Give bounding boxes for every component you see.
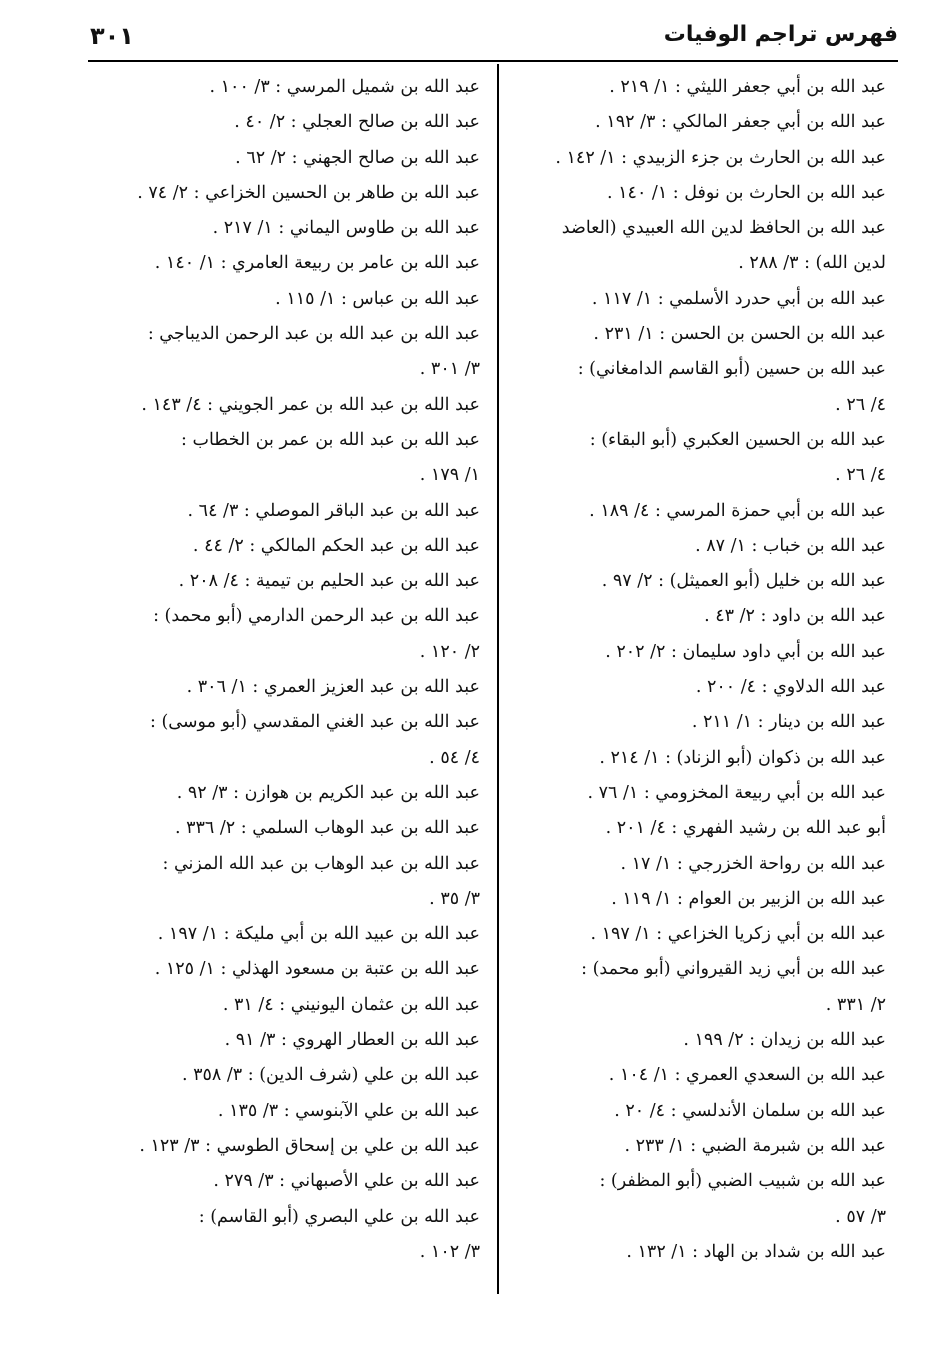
- index-entry: عبد الله بن طاوس اليماني : ١/ ٢١٧ .: [212, 218, 480, 239]
- index-entry: أبو عبد الله بن رشيد الفهري : ٤/ ٢٠١ .: [605, 818, 886, 839]
- index-entry: ٢/ ٣٣١ .: [825, 994, 886, 1015]
- index-entry: ٤/ ٥٤ .: [429, 747, 480, 768]
- index-entry: ٣/ ٣٠١ .: [419, 359, 480, 380]
- index-entry: عبد الله بن داود : ٢/ ٤٣ .: [704, 606, 886, 627]
- index-entry: عبد الله بن زيدان : ٢/ ١٩٩ .: [683, 1030, 886, 1051]
- index-entry: عبد الله بن عبد الحكم المالكي : ٢/ ٤٤ .: [192, 535, 480, 556]
- index-entry: عبد الله بن أبي داود سليمان : ٢/ ٢٠٢ .: [605, 641, 886, 662]
- index-entry: عبد الله بن خليل (أبو العميثل) : ٢/ ٩٧ .: [601, 571, 886, 592]
- index-entry: عبد الله بن عبد الغني المقدسي (أبو موسى) :: [150, 712, 480, 733]
- index-entry: عبد الله بن أبي زكريا الخزاعي : ١/ ١٩٧ .: [590, 924, 886, 945]
- index-entry: عبد الله بن الحسين العكبري (أبو البقاء) :: [589, 429, 886, 450]
- index-entry: عبد الله بن عبد الله بن عمر الجويني : ٤/ ١٤٣ .: [141, 394, 480, 415]
- index-entry: عبد الله بن عثمان اليونيني : ٤/ ٣١ .: [222, 994, 480, 1015]
- index-entry: عبد الله بن علي الأصبهاني : ٣/ ٢٧٩ .: [213, 1171, 480, 1192]
- index-entry: عبد الله بن أبي حمزة المرسي : ٤/ ١٨٩ .: [589, 500, 886, 521]
- index-entry: ١/ ١٧٩ .: [419, 465, 480, 486]
- index-entry: عبد الله بن صالح الجهني : ٢/ ٦٢ .: [235, 147, 480, 168]
- index-entry: عبد الله بن شبيب الضبي (أبو المظفر) :: [599, 1171, 886, 1192]
- index-entry: ٤/ ٢٦ .: [835, 394, 886, 415]
- index-entry: عبد الله بن علي بن إسحاق الطوسي : ٣/ ١٢٣ .: [139, 1135, 480, 1156]
- index-entry: عبد الله بن سلمان الأندلسي : ٤/ ٢٠ .: [614, 1100, 886, 1121]
- index-entry: عبد الله بن عبد الباقر الموصلي : ٣/ ٦٤ .: [187, 500, 480, 521]
- index-entry: عبد الله بن أبي ربيعة المخزومي : ١/ ٧٦ .: [587, 782, 886, 803]
- index-entry: عبد الله بن عبد الرحمن الدارمي (أبو محمد) :: [153, 606, 480, 627]
- index-entry: عبد الله بن الحارث بن جزء الزبيدي : ١/ ١٤٢ .: [555, 147, 886, 168]
- index-entry: ٤/ ٢٦ .: [835, 465, 886, 486]
- index-entry: عبد الله بن شداد بن الهاد : ١/ ١٣٢ .: [626, 1241, 886, 1262]
- index-entry: عبد الله بن عبيد الله بن أبي مليكة : ١/ ١٩٧ .: [157, 924, 480, 945]
- index-entry: عبد الله بن رواحة الخزرجي : ١/ ١٧ .: [620, 853, 886, 874]
- index-entry: عبد الله بن أبي زيد القيرواني (أبو محمد) :: [581, 959, 886, 980]
- left-column: [120, 70, 480, 1270]
- index-entry: عبد الله بن عتبة بن مسعود الهذلي : ١/ ١٢٥ .: [154, 959, 480, 980]
- index-entry: عبد الله بن عبد الوهاب السلمي : ٢/ ٣٣٦ .: [174, 818, 480, 839]
- index-entry: ٣/ ٥٧ .: [835, 1206, 886, 1227]
- index-entry: عبد الله بن خباب : ١/ ٨٧ .: [695, 535, 886, 556]
- index-entry: عبد الله بن عبد الله بن عبد الرحمن الديباجي :: [147, 324, 480, 345]
- index-entry: عبد الله بن عبد العزيز العمري : ١/ ٣٠٦ .: [186, 677, 480, 698]
- index-entry: ٣/ ١٠٢ .: [419, 1241, 480, 1262]
- page-number: ٣٠١: [90, 22, 134, 50]
- index-entry: عبد الله بن السعدي العمري : ١/ ١٠٤ .: [608, 1065, 886, 1086]
- index-entry: عبد الله بن أبي جعفر الليثي : ١/ ٢١٩ .: [609, 77, 886, 97]
- index-entry: ٣/ ٣٥ .: [429, 888, 480, 909]
- index-entry: عبد الله بن عبد الله بن عمر بن الخطاب :: [181, 429, 480, 450]
- index-entry: عبد الله بن طاهر بن الحسين الخزاعي : ٢/ ٧٤ .: [137, 182, 480, 203]
- index-entry: عبد الله بن ذكوان (أبو الزناد) : ١/ ٢١٤ .: [599, 747, 886, 768]
- index-entry: عبد الله الدلاوي : ٤/ ٢٠٠ .: [695, 677, 886, 698]
- right-column: [526, 70, 886, 1270]
- index-entry: عبد الله بن أبي حدرد الأسلمي : ١/ ١١٧ .: [591, 288, 886, 309]
- index-entry: عبد الله بن الحسن بن الحسن : ١/ ٢٣١ .: [593, 324, 886, 345]
- index-entry: عبد الله بن صالح العجلي : ٢/ ٤٠ .: [234, 112, 480, 133]
- running-title: فهرس تراجم الوفيات: [663, 22, 898, 47]
- index-entry: عبد الله بن عبد الكريم بن هوازن : ٣/ ٩٢ .: [176, 782, 480, 803]
- index-entry: عبد الله بن عباس : ١/ ١١٥ .: [275, 288, 480, 309]
- index-entry: عبد الله بن شميل المرسي : ٣/ ١٠٠ .: [209, 77, 480, 97]
- index-entry: عبد الله بن الحافظ لدين الله العبيدي (العاضد: [561, 218, 886, 239]
- index-entry: عبد الله بن دينار : ١/ ٢١١ .: [691, 712, 886, 733]
- index-entry: عبد الله بن عبد الوهاب بن عبد الله المزني :: [162, 853, 480, 874]
- column-divider: [497, 64, 499, 1294]
- index-entry: عبد الله بن حسين (أبو القاسم الدامغاني) :: [577, 359, 886, 380]
- index-entry: ٢/ ١٢٠ .: [419, 641, 480, 662]
- index-entry: لدين الله) : ٣/ ٢٨٨ .: [738, 253, 886, 274]
- index-entry: عبد الله بن علي البصري (أبو القاسم) :: [198, 1206, 480, 1227]
- header-rule: [88, 60, 898, 62]
- page-header: [90, 18, 898, 58]
- index-entry: عبد الله بن الحارث بن نوفل : ١/ ١٤٠ .: [607, 182, 886, 203]
- index-entry: عبد الله بن شبرمة الضبي : ١/ ٢٣٣ .: [624, 1135, 886, 1156]
- index-entry: عبد الله بن أبي جعفر المالكي : ٣/ ١٩٢ .: [595, 112, 886, 133]
- index-entry: عبد الله بن عامر بن ربيعة العامري : ١/ ١٤٠ .: [154, 253, 480, 274]
- index-entry: عبد الله بن علي (شرف الدين) : ٣/ ٣٥٨ .: [181, 1065, 480, 1086]
- index-entry: عبد الله بن العطار الهروي : ٣/ ٩١ .: [224, 1030, 480, 1051]
- index-entry: عبد الله بن علي الآبنوسي : ٣/ ١٣٥ .: [217, 1100, 480, 1121]
- index-entry: عبد الله بن عبد الحليم بن تيمية : ٤/ ٢٠٨ .: [178, 571, 480, 592]
- index-entry: عبد الله بن الزبير بن العوام : ١/ ١١٩ .: [611, 888, 886, 909]
